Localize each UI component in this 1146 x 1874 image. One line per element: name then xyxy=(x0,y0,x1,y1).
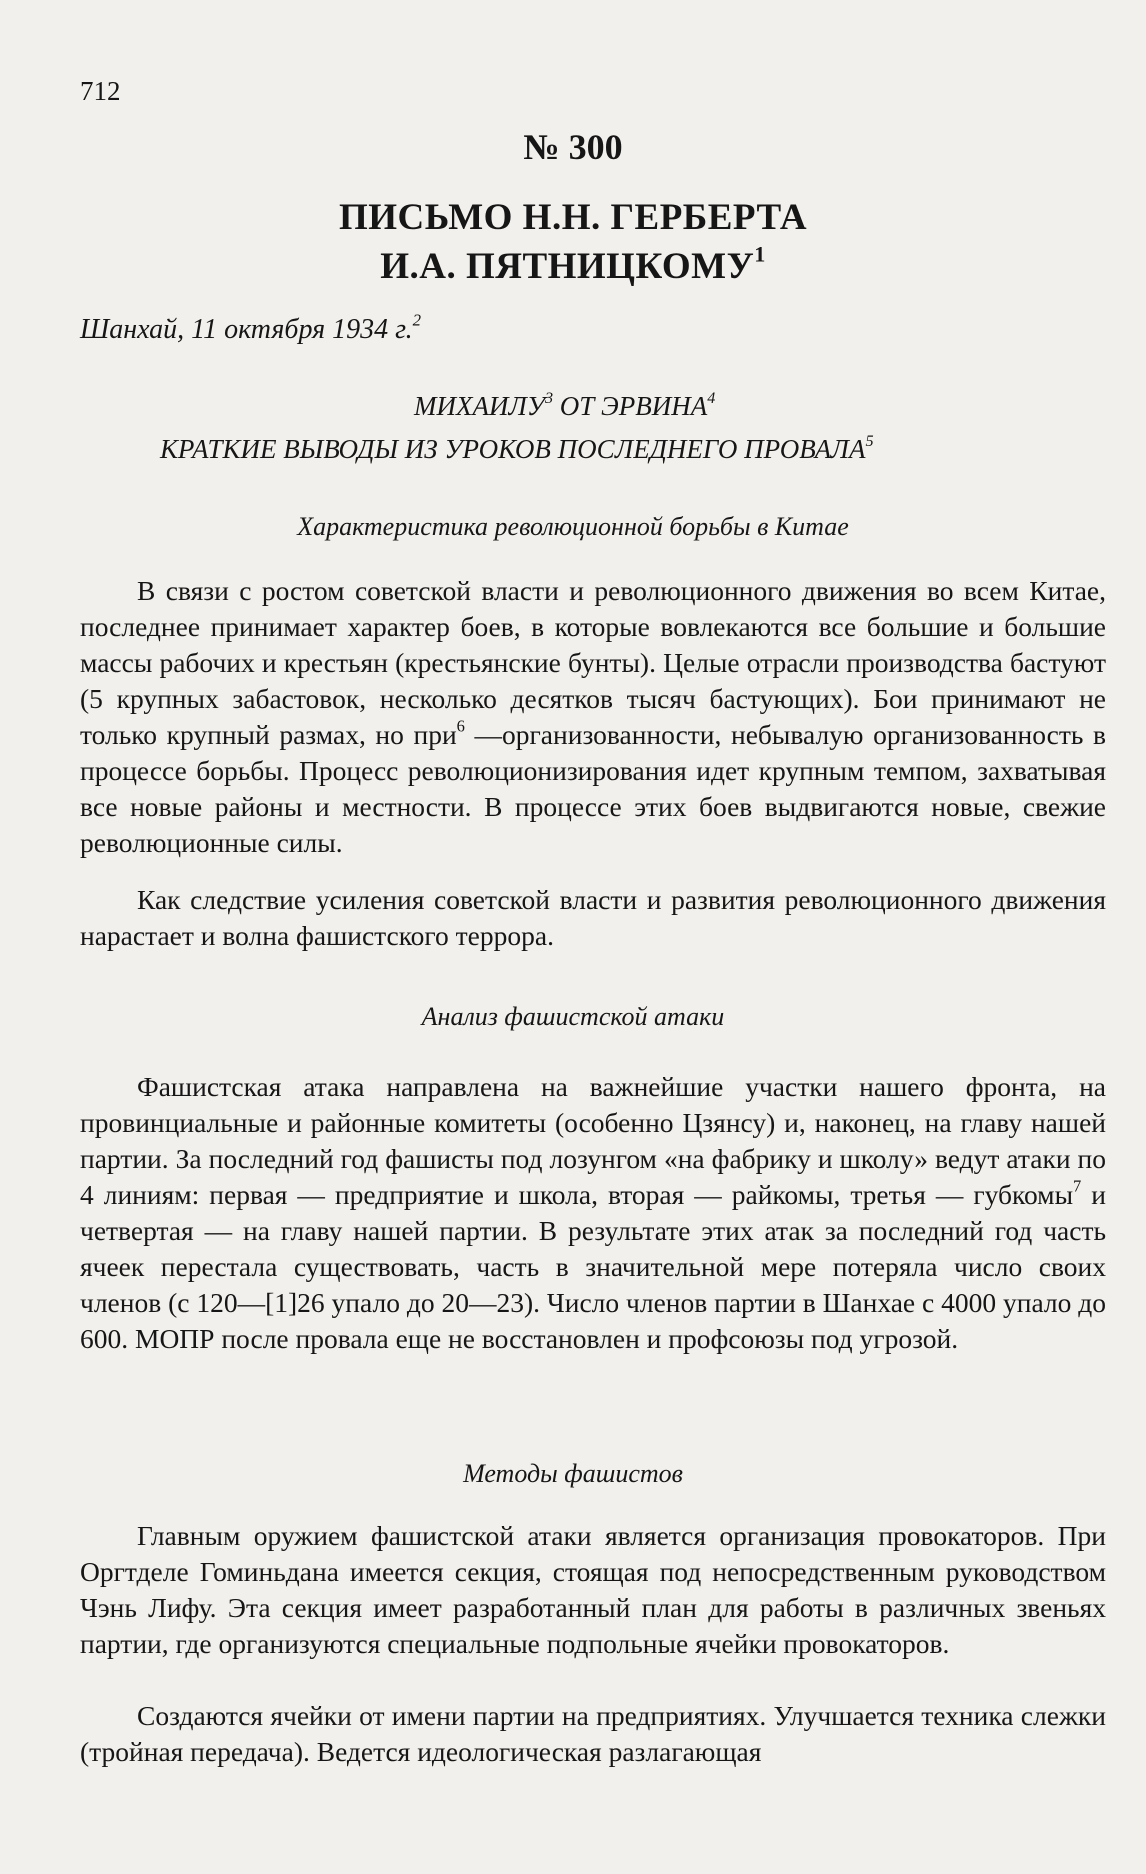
document-number: № 300 xyxy=(523,127,623,167)
paragraph-1 xyxy=(80,573,1106,861)
section-heading-3: Методы фашистов xyxy=(463,1459,683,1488)
paragraph-3 xyxy=(80,1069,1106,1357)
document-title-line2 xyxy=(0,241,1146,288)
paragraph-1-text-b: —организованности, небывалую организованность в процессе борьбы. Процесс революционизирования идет крупным темпом, захватывая все новые районы и местности. В процессе этих боев выдвигаются новые, свежие революционные силы. xyxy=(80,719,1106,858)
paragraph-4: Главным оружием фашистской атаки является организация провокаторов. При Оргтделе Гоминьдана имеется секция, стоящая под непосредственным руководством Чэнь Лифу. Эта секция имеет разработанный план для работы в различных звеньях партии, где организуются специальные подпольные ячейки провокаторов. xyxy=(80,1520,1106,1659)
addressee-part2: ОТ ЭРВИНА xyxy=(553,391,708,421)
footnote-ref-2: 2 xyxy=(412,310,422,330)
footnote-ref-5: 5 xyxy=(865,431,874,450)
section-heading-2: Анализ фашистской атаки xyxy=(421,1002,725,1031)
footnote-ref-7: 7 xyxy=(1073,1176,1082,1196)
paragraph-3-text-a: Фашистская атака направлена на важнейшие участки нашего фронта, на провинциальные и районные комитеты (особенно Цзянсу) и, наконец, на главу нашей партии. За последний год фашисты под лозунгом «на фабрику и школу» ведут атаки по 4 линиям: первая — предприятие и школа, вторая — райкомы, третья — губкомы xyxy=(80,1071,1106,1210)
paragraph-5: Создаются ячейки от имени партии на предприятиях. Улучшается техника слежки (тройная передача). Ведется идеологическая разлагающая xyxy=(80,1700,1106,1767)
footnote-ref-6: 6 xyxy=(456,716,465,736)
title-line2-text: И.А. ПЯТНИЦКОМУ xyxy=(380,246,755,287)
page-number: 712 xyxy=(80,76,121,106)
footnote-ref-3: 3 xyxy=(544,388,554,407)
place-date-text: Шанхай, 11 октября 1934 г. xyxy=(80,314,413,345)
paragraph-3-text-b: и четвертая — на главу нашей партии. В результате этих атак за последний год часть ячеек перестала существовать, часть в значительной мере потеряла число своих членов (с 120—[1]26 упало до 20—23). Число членов партии в Шанхае с 4000 упало до 600. МОПР после провала еще не восстановлен и профсоюзы под угрозой. xyxy=(80,1179,1106,1354)
paragraph-1-text-a: В связи с ростом советской власти и революционного движения во всем Китае, последнее принимает характер боев, в которые вовлекаются все большие и большие массы рабочих и крестьян (крестьянские бунты). Целые отрасли производства бастуют (5 крупных забастовок, несколько десятков тысяч бастующих). Бои принимают не только крупный размах, но при xyxy=(80,575,1106,750)
addressee-part1: МИХАИЛУ xyxy=(414,391,545,421)
place-and-date xyxy=(80,310,422,346)
addressee-line xyxy=(414,388,716,422)
footnote-ref-1: 1 xyxy=(754,241,766,267)
paragraph-2: Как следствие усиления советской власти и развития революционного движения нарастает и волна фашистского террора. xyxy=(80,884,1106,951)
letter-heading xyxy=(160,431,874,465)
document-title-line1: ПИСЬМО Н.Н. ГЕРБЕРТА xyxy=(338,197,808,238)
section-heading-1: Характеристика революционной борьбы в Китае xyxy=(297,512,849,541)
footnote-ref-4: 4 xyxy=(707,388,716,407)
letter-heading-text: КРАТКИЕ ВЫВОДЫ ИЗ УРОКОВ ПОСЛЕДНЕГО ПРОВАЛА xyxy=(160,434,866,464)
